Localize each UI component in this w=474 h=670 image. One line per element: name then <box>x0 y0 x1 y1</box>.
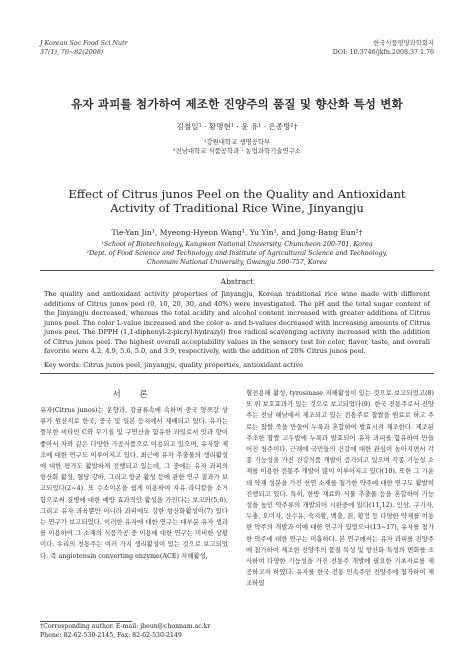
english-authors: Tie-Yan Jin¹, Myeong-Hyeon Wang¹, Yu Yin¹, and Jong-Bang Eun²† <box>111 228 363 237</box>
english-title-line-1: Effect of Citrus junos Peel on the Quality and Antioxidant <box>68 187 406 201</box>
abstract-heading: Abstract <box>220 277 254 286</box>
korean-affiliation-1: ¹강원대학교 생명공학부 <box>203 138 271 146</box>
english-affiliation-1: ¹School of Biotechnology, Kangwon National University, Chuncheon 200-701, Korea <box>101 240 373 248</box>
introduction-heading: 서 론 <box>112 390 156 400</box>
body-left-column: 유자(Citrus junos)는 운향과, 감귤류속에 속하며 중국 양쯔강 상류가 원산지로 한국, 중국 및 일본 등지에서 재배되고 있다. 유자는 풍부한 비타민 C와 무기질 및 구연산을 함유한 과일로서 맛과 향이 좋아서 차와 같은 다양한 가공식품으로 이용되고 있으며, 유자향 제조에 대한 연구도 이루어지고 있다. 최근에 유자 추출물의 생리활성에 대한 평가도 활발하게 진행되고 있는데, 그 중에는 유자 과피의 항산화 활성, 혈당 강하, 그리고 항균 활성 등에 관한 연구 결과가 보고되었다(2~4). 또 수소이온을 쉽게 이용하여 자유 라디칼을 소거함으로써 질병에 대한 예방 효과적인 활성을 가진다는 보고와(5,6), 그리고 유자 과육뿐만 아니라 과피에도 강한 항산화활성이(7) 있다는 연구가 보고되었다. 이러한 유자에 대한 연구는 대부분 유자 생과를 이용하여 그 소재의 식품가공 중 이용에 대한 연구는 미비한 상황이다. 우리의 전통주는 여러 가지 생리활성이 있는 것으로 보고되었다. 즉 angiotensin converting enzyme(ACE) 저해활성, <box>40 406 228 560</box>
korean-title: 유자 과피를 첨가하여 제조한 진양주의 품질 및 향산화 특성 변화 <box>71 97 403 111</box>
english-affiliations <box>60 240 414 268</box>
footnote-rule <box>40 621 132 622</box>
abstract-body: The quality and antioxidant activity properties of Jinyangju, Korean traditional rice wine made with different additions of Citrus junos peel (0, 10, 20, 30, and 40%) were investigated. The pH and the total sugar content of the Jinyangju decreased, whereas the total acidity and alcohol content increased with greater additions of Citrus junos peel. The color L-value increased and the color a- and b-values decreased with increasing amounts of Citrus junos peel. The DPPH (1,1-diphenyl-2-picryl-hydrazyl) free radical scavenging activity increased with the addition of Citrus junos peel. The highest overall acceptability values in the sensory test for color, flavor, taste, and overall favorite were 4.2, 4.9, 5.6, 5.0, and 3.9, respectively, with the addition of 20% Citrus junos peel. <box>44 290 430 355</box>
abstract-top-rule <box>40 270 434 271</box>
keywords-label: Key words: <box>44 361 82 369</box>
journal-name: J Korean Soc Food Sci Nutr <box>40 40 128 47</box>
english-affiliation-3: Chonnam National University, Gwangju 500-757, Korea <box>147 258 327 267</box>
korean-authors: 김철일¹ · 황명현¹ · 윤 유¹ · 은종방²† <box>176 122 298 131</box>
english-title <box>40 187 434 215</box>
journal-name-korean: 한국식품영양과학회지 <box>373 40 434 47</box>
doi: DOI: 10.3746/jkfn.2008.37.1.76 <box>332 49 434 56</box>
english-affiliation-2: ²Dept. of Food Science and Technology and Institute of Agricultural Science and Technology, <box>86 249 388 258</box>
body-right-column: 혈전용해 활성, tyrosinase 저해활성이 있는 것으로 보고되었고(8) 또 위 보호효과가 있는 것으로 보고되었다(9). 한국 전통주로서 진양주는 전남 해남에서 제조되고 있는 전통주로 찹쌀을 원료로 하고 주로는 찹쌀 죽을 만들어 누룩과 혼합하여 발효시켜 제조한다. 제조된 주조한 찹쌀 고두밥에 누룩과 발효되어 유자 과피를 함유하여 만들어진 청주이다. 근래에 국민들의 건강에 대한 관심이 높아지면서 각종 기능성을 가진 건강식품 개발이 증가되고 있으며 각종 기능성 소재를 이용한 전통주 개발이 많이 이루어지고 있다(10). 또한 그 가운데 약재 성분을 가진 천연 소재를 첨가한 약주에 대한 연구도 활발히 진행되고 있다. 특히, 한방 재료와 식물 추출물 등을 혼합하여 기능성을 높인 약주류의 개발되어 시판중에 있다(11,12). 인삼, 구기자, 두충, 오미자, 산수유, 숙지황, 백출, 칡, 황정 등 다양한 약재를 이용한 약주의 개발과 이에 대한 연구가 있었으나(13~17), 유자를 첨가한 약주에 대한 연구는 미흡하다. 본 연구에서는 유자 과피를 진양주에 첨가하여 제조한 진양주의 품질 특성 및 항산화 특성의 변화를 조사하여 다양한 기능성을 가진 전통주 개발에 필요한 기초자료를 제공하고자 하였다. 유자를 한국 전통 민속주인 진양주에 첨가하여 제조하였 <box>246 389 434 588</box>
korean-affiliation-2: ²전남대학교 식품공학과 · 농업과학기술연구소 <box>173 147 301 155</box>
journal-volume: 37(1), 76~82(2008) <box>40 49 104 56</box>
keywords-text: Citrus junos peel, jinyangju, quality properties, antioxidant active <box>83 361 304 369</box>
english-title-line-2: Activity of Traditional Rice Wine, Jinyangju <box>110 201 364 215</box>
abstract-bottom-rule <box>40 373 434 374</box>
footnote-corresponding: †Corresponding author. E-mail: jbeun@chonnam.ac.kr <box>40 623 211 630</box>
keywords-line <box>44 361 430 369</box>
footnote-phone: Phone: 82-62-530-2145, Fax: 82-62-530-2149 <box>40 632 182 639</box>
